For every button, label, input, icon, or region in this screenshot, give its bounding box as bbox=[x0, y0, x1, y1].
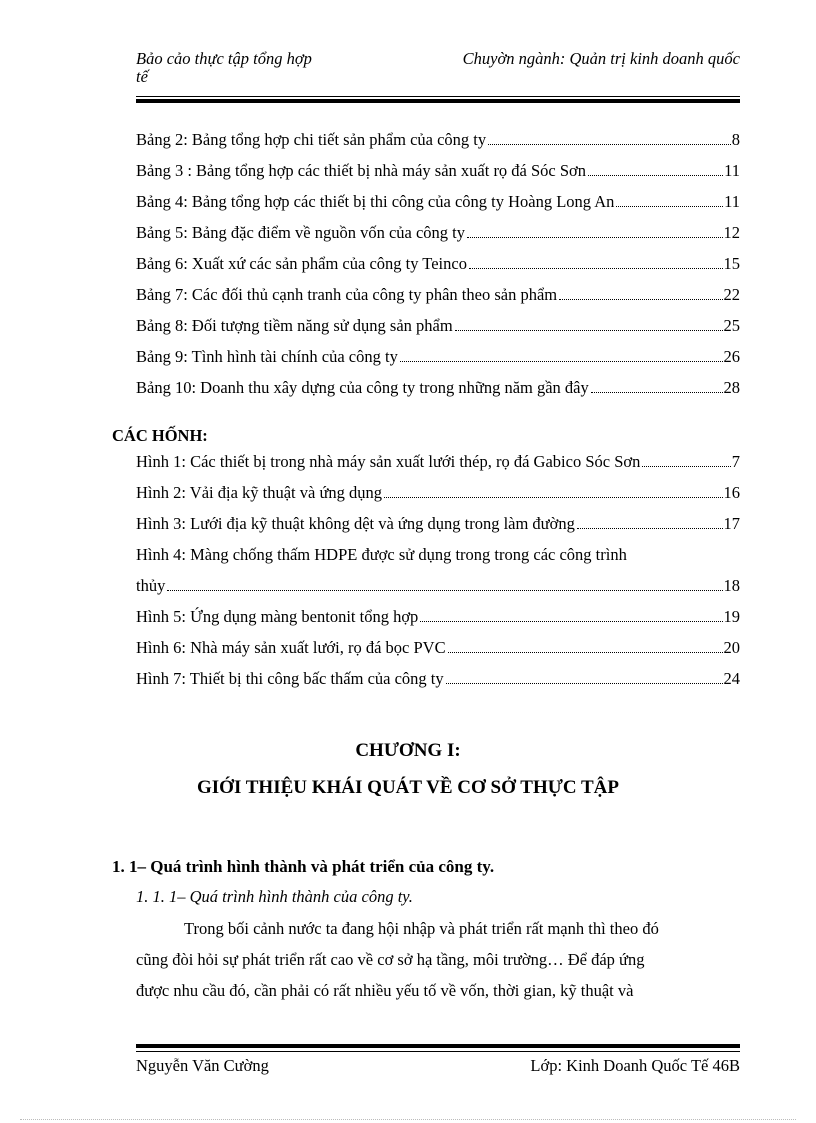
toc-entry bbox=[136, 254, 740, 285]
toc-entry bbox=[136, 669, 740, 700]
subsection-heading: 1. 1. 1– Quá trình hình thành của công ty. bbox=[136, 887, 413, 906]
toc-leader bbox=[467, 237, 722, 238]
toc-leader bbox=[167, 590, 722, 591]
toc-entry-title: Bảng 3 : Bảng tổng hợp các thiết bị nhà máy sản xuất rọ đá Sóc Sơn bbox=[136, 161, 587, 180]
toc-entry-title: Hình 3: Lưới địa kỹ thuật không dệt và ứng dụng trong làm đường bbox=[136, 514, 575, 533]
body-paragraph bbox=[136, 913, 740, 1006]
paragraph-line: được nhu cầu đó, cần phải có rất nhiều yếu tố về vốn, thời gian, kỹ thuật và bbox=[136, 981, 634, 1000]
toc-entry-title: Hình 7: Thiết bị thi công bấc thấm của công ty bbox=[136, 669, 444, 688]
toc-entry-page: 19 bbox=[723, 607, 740, 626]
toc-leader bbox=[559, 299, 722, 300]
toc-leader bbox=[446, 683, 723, 684]
toc-entry bbox=[136, 483, 740, 514]
toc-entry-title: Bảng 5: Bảng đặc điểm về nguồn vốn của công ty bbox=[136, 223, 466, 242]
paragraph-line: Trong bối cảnh nước ta đang hội nhập và phát triển rất mạnh thì theo đó bbox=[184, 919, 659, 938]
toc-entry-page: 11 bbox=[724, 192, 740, 211]
toc-entry-title: Bảng 8: Đối tượng tiềm năng sử dụng sản phẩm bbox=[136, 316, 453, 335]
toc-entry-first-line bbox=[136, 545, 740, 576]
toc-entry-page: 20 bbox=[723, 638, 740, 657]
toc-entry bbox=[136, 192, 740, 223]
chapter-number: CHƯƠNG I: bbox=[355, 740, 461, 761]
toc-entry bbox=[136, 130, 740, 161]
footer-author: Nguyễn Văn Cường bbox=[136, 1056, 269, 1075]
toc-leader bbox=[400, 361, 723, 362]
toc-leader bbox=[616, 206, 723, 207]
toc-entry-page: 7 bbox=[731, 452, 740, 471]
footer-rule-thin bbox=[136, 1051, 740, 1052]
toc-entry-title: Hình 1: Các thiết bị trong nhà máy sản xuất lưới thép, rọ đá Gabico Sóc Sơn bbox=[136, 452, 641, 471]
toc-entry-page: 11 bbox=[724, 161, 740, 180]
toc-entry-page: 17 bbox=[723, 514, 740, 533]
toc-leader bbox=[577, 528, 723, 529]
toc-entry bbox=[136, 223, 740, 254]
toc-leader bbox=[588, 175, 723, 176]
header-rule-thick bbox=[136, 99, 740, 103]
toc-entry-page: 25 bbox=[723, 316, 740, 335]
header-left bbox=[136, 50, 312, 86]
toc-entry-title: Hình 5: Ứng dụng màng bentonit tổng hợp bbox=[136, 607, 419, 626]
toc-entry-title: Bảng 4: Bảng tổng hợp các thiết bị thi công của công ty Hoàng Long An bbox=[136, 192, 615, 211]
toc-entry bbox=[136, 638, 740, 669]
toc-leader bbox=[488, 144, 731, 145]
figures-heading: CÁC HỐNH: bbox=[112, 426, 208, 445]
header-left-line1: Bảo cảo thực tập tổng hợp bbox=[136, 49, 312, 68]
figures-list bbox=[136, 452, 740, 700]
toc-entry-title: Bảng 10: Doanh thu xây dựng của công ty trong những năm gần đây bbox=[136, 378, 589, 397]
toc-entry-title: Hình 6: Nhà máy sản xuất lưới, rọ đá bọc PVC bbox=[136, 638, 446, 657]
toc-entry-page: 16 bbox=[723, 483, 740, 502]
toc-leader bbox=[448, 652, 723, 653]
page-header bbox=[136, 50, 740, 92]
toc-entry-title-line1: Hình 4: Màng chống thấm HDPE được sử dụng trong trong các công trình bbox=[136, 545, 627, 564]
section-heading: 1. 1– Quá trình hình thành và phát triển của công ty. bbox=[112, 857, 495, 876]
toc-entry bbox=[136, 316, 740, 347]
toc-entry bbox=[136, 576, 740, 607]
toc-leader bbox=[642, 466, 730, 467]
toc-entry bbox=[136, 607, 740, 638]
header-left-line2: tế bbox=[136, 67, 148, 86]
footer-rule-thick bbox=[136, 1044, 740, 1048]
toc-entry bbox=[136, 514, 740, 545]
toc-entry-title: thủy bbox=[136, 576, 166, 595]
toc-entry-page: 18 bbox=[723, 576, 740, 595]
toc-entry-title: Bảng 2: Bảng tổng hợp chi tiết sản phẩm của công ty bbox=[136, 130, 487, 149]
tables-list bbox=[136, 130, 740, 409]
toc-entry bbox=[136, 285, 740, 316]
toc-entry-page: 12 bbox=[723, 223, 740, 242]
toc-entry bbox=[136, 452, 740, 483]
toc-leader bbox=[591, 392, 723, 393]
toc-entry-page: 28 bbox=[723, 378, 740, 397]
toc-leader bbox=[420, 621, 722, 622]
toc-entry-page: 8 bbox=[731, 130, 740, 149]
toc-entry bbox=[136, 347, 740, 378]
toc-leader bbox=[455, 330, 723, 331]
header-right: Chuyờn ngành: Quản trị kinh doanh quốc bbox=[462, 49, 740, 68]
toc-entry-page: 22 bbox=[723, 285, 740, 304]
page-edge bbox=[20, 1119, 796, 1120]
toc-leader bbox=[469, 268, 723, 269]
toc-leader bbox=[384, 497, 722, 498]
toc-entry-title: Bảng 6: Xuất xứ các sản phẩm của công ty Teinco bbox=[136, 254, 467, 273]
toc-entry-title: Hình 2: Vải địa kỹ thuật và ứng dụng bbox=[136, 483, 383, 502]
toc-entry bbox=[136, 378, 740, 409]
toc-entry-title: Bảng 9: Tình hình tài chính của công ty bbox=[136, 347, 398, 366]
footer-class: Lớp: Kinh Doanh Quốc Tế 46B bbox=[530, 1056, 740, 1075]
toc-entry-page: 15 bbox=[723, 254, 740, 273]
toc-entry bbox=[136, 161, 740, 192]
chapter-title: GIỚI THIỆU KHÁI QUÁT VỀ CƠ SỞ THỰC TẬP bbox=[197, 777, 619, 798]
header-rule-thin bbox=[136, 96, 740, 97]
toc-entry-page: 24 bbox=[723, 669, 740, 688]
toc-entry-page: 26 bbox=[723, 347, 740, 366]
toc-entry-title: Bảng 7: Các đối thủ cạnh tranh của công ty phân theo sản phẩm bbox=[136, 285, 558, 304]
paragraph-line: cũng đòi hỏi sự phát triển rất cao về cơ sở hạ tầng, môi trường… Để đáp ứng bbox=[136, 950, 645, 969]
